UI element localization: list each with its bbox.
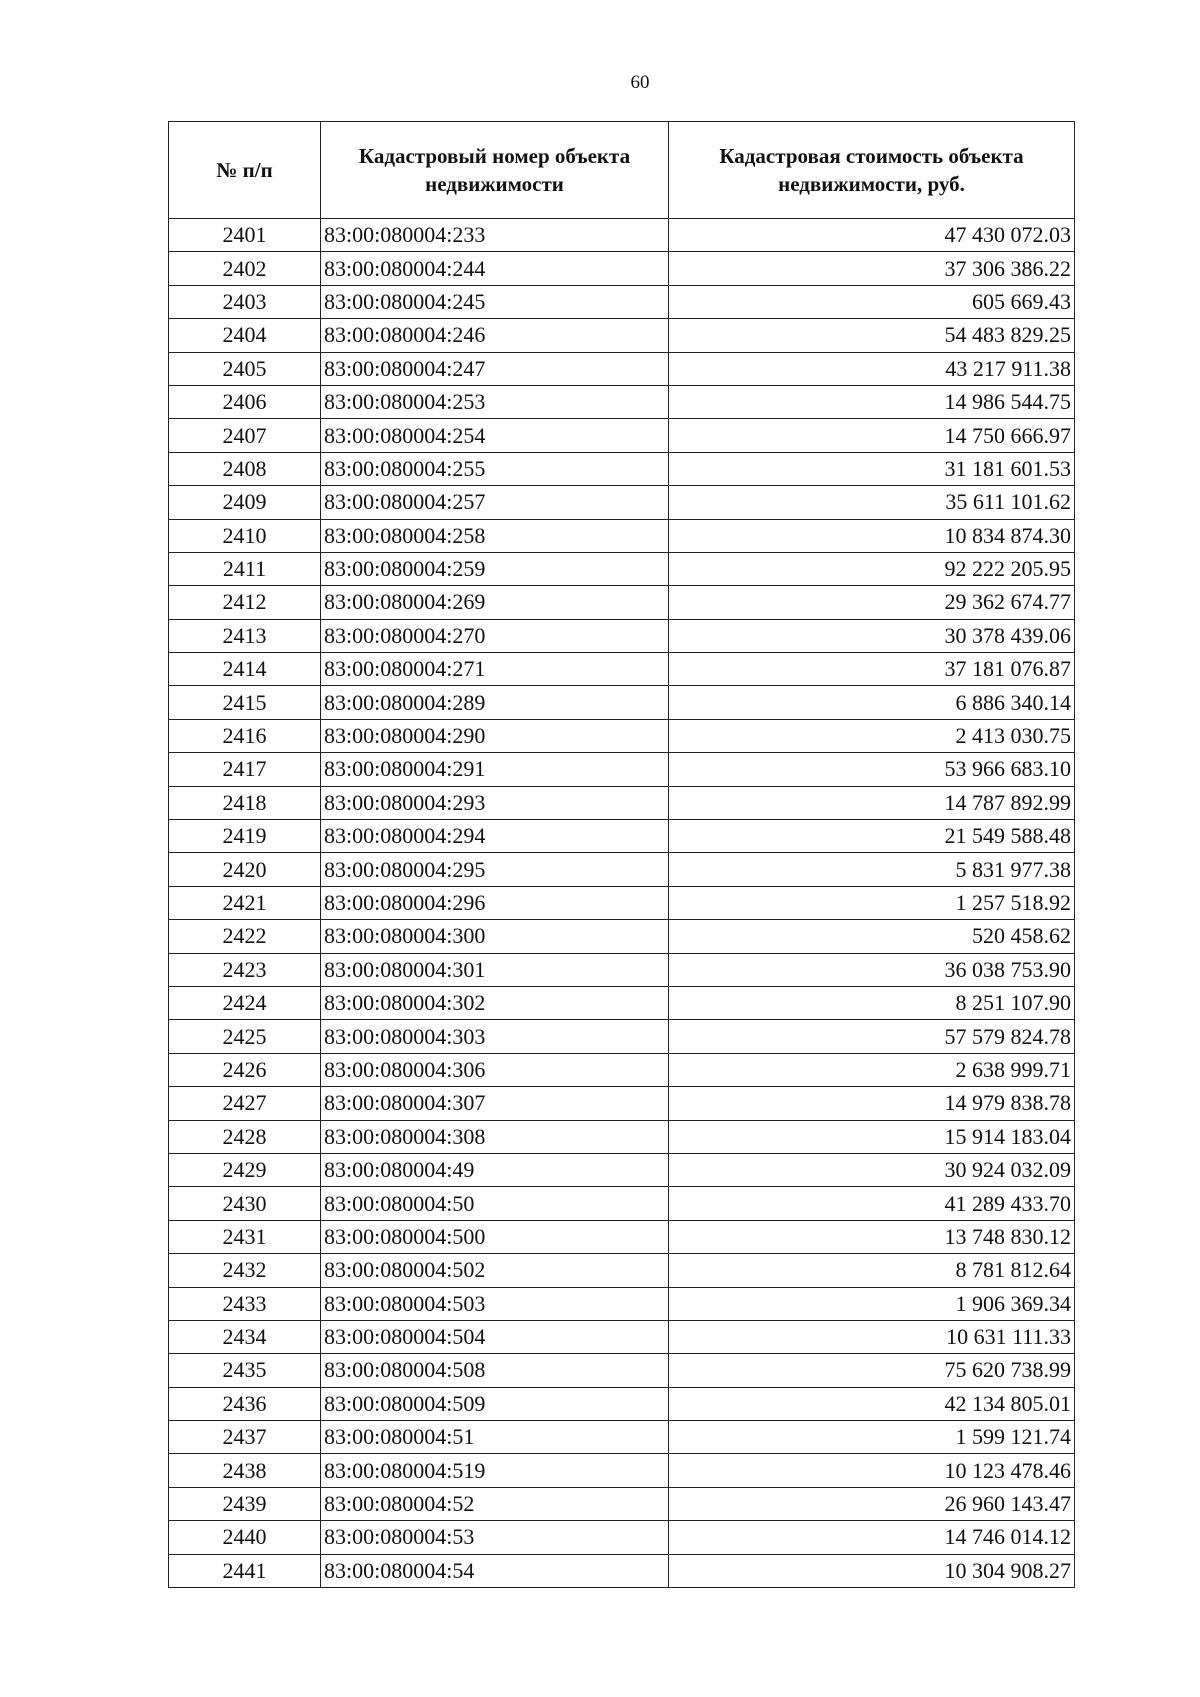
cadastral-value: 26 960 143.47: [669, 1487, 1075, 1520]
cadastral-value: 41 289 433.70: [669, 1187, 1075, 1220]
row-number: 2407: [169, 419, 321, 452]
cadastral-number: 83:00:080004:296: [321, 886, 669, 919]
cadastral-number: 83:00:080004:259: [321, 552, 669, 585]
header-row-number: № п/п: [169, 122, 321, 219]
cadastral-value: 54 483 829.25: [669, 319, 1075, 352]
cadastral-number: 83:00:080004:293: [321, 786, 669, 819]
table-row: [169, 1053, 1075, 1086]
table-row: [169, 219, 1075, 252]
table-row: [169, 419, 1075, 452]
row-number: 2408: [169, 452, 321, 485]
row-number: 2438: [169, 1454, 321, 1487]
cadastral-number: 83:00:080004:301: [321, 953, 669, 986]
row-number: 2441: [169, 1554, 321, 1587]
cadastral-value: 1 906 369.34: [669, 1287, 1075, 1320]
table-row: [169, 385, 1075, 418]
cadastral-number: 83:00:080004:255: [321, 452, 669, 485]
table-row: [169, 352, 1075, 385]
table-row: [169, 519, 1075, 552]
cadastral-number: 83:00:080004:246: [321, 319, 669, 352]
cadastral-value: 10 123 478.46: [669, 1454, 1075, 1487]
cadastral-value: 43 217 911.38: [669, 352, 1075, 385]
row-number: 2411: [169, 552, 321, 585]
row-number: 2439: [169, 1487, 321, 1520]
row-number: 2416: [169, 719, 321, 752]
table-row: [169, 986, 1075, 1019]
table-row: [169, 753, 1075, 786]
row-number: 2403: [169, 285, 321, 318]
cadastral-value: 37 181 076.87: [669, 653, 1075, 686]
cadastral-value: 53 966 683.10: [669, 753, 1075, 786]
row-number: 2431: [169, 1220, 321, 1253]
cadastral-value: 29 362 674.77: [669, 586, 1075, 619]
cadastral-number: 83:00:080004:51: [321, 1421, 669, 1454]
row-number: 2437: [169, 1421, 321, 1454]
cadastral-value: 42 134 805.01: [669, 1387, 1075, 1420]
cadastral-value: 15 914 183.04: [669, 1120, 1075, 1153]
row-number: 2413: [169, 619, 321, 652]
table-row: [169, 452, 1075, 485]
cadastral-value: 36 038 753.90: [669, 953, 1075, 986]
cadastral-value: 35 611 101.62: [669, 486, 1075, 519]
cadastral-value: 47 430 072.03: [669, 219, 1075, 252]
table-row: [169, 619, 1075, 652]
row-number: 2435: [169, 1354, 321, 1387]
table-row: [169, 1220, 1075, 1253]
cadastral-number: 83:00:080004:294: [321, 820, 669, 853]
row-number: 2404: [169, 319, 321, 352]
page-number: 60: [630, 72, 650, 93]
table-row: [169, 552, 1075, 585]
table-row: [169, 786, 1075, 819]
table-row: [169, 653, 1075, 686]
row-number: 2434: [169, 1320, 321, 1353]
cadastral-number: 83:00:080004:244: [321, 252, 669, 285]
cadastral-number: 83:00:080004:303: [321, 1020, 669, 1053]
row-number: 2436: [169, 1387, 321, 1420]
cadastral-number: 83:00:080004:302: [321, 986, 669, 1019]
table-row: [169, 1454, 1075, 1487]
cadastral-value: 14 986 544.75: [669, 385, 1075, 418]
cadastral-number: 83:00:080004:289: [321, 686, 669, 719]
cadastral-value: 30 924 032.09: [669, 1153, 1075, 1186]
cadastral-number: 83:00:080004:502: [321, 1254, 669, 1287]
cadastral-number: 83:00:080004:54: [321, 1554, 669, 1587]
cadastral-value: 14 979 838.78: [669, 1087, 1075, 1120]
cadastral-value: 10 304 908.27: [669, 1554, 1075, 1587]
cadastral-value: 5 831 977.38: [669, 853, 1075, 886]
cadastral-value: 2 638 999.71: [669, 1053, 1075, 1086]
table-row: [169, 1487, 1075, 1520]
row-number: 2425: [169, 1020, 321, 1053]
header-cadastral-value: Кадастровая стоимость объекта недвижимости, руб.: [669, 122, 1075, 219]
table-row: [169, 1020, 1075, 1053]
cadastral-value: 2 413 030.75: [669, 719, 1075, 752]
table-row: [169, 1254, 1075, 1287]
cadastral-value: 520 458.62: [669, 920, 1075, 953]
row-number: 2418: [169, 786, 321, 819]
cadastral-value: 8 251 107.90: [669, 986, 1075, 1019]
row-number: 2410: [169, 519, 321, 552]
cadastral-value: 10 834 874.30: [669, 519, 1075, 552]
table-row: [169, 252, 1075, 285]
cadastral-value: 31 181 601.53: [669, 452, 1075, 485]
cadastral-number: 83:00:080004:271: [321, 653, 669, 686]
cadastral-number: 83:00:080004:509: [321, 1387, 669, 1420]
row-number: 2433: [169, 1287, 321, 1320]
row-number: 2427: [169, 1087, 321, 1120]
cadastral-value-table: [168, 121, 1075, 1588]
table-row: [169, 1554, 1075, 1587]
cadastral-number: 83:00:080004:257: [321, 486, 669, 519]
cadastral-number: 83:00:080004:290: [321, 719, 669, 752]
row-number: 2419: [169, 820, 321, 853]
cadastral-number: 83:00:080004:245: [321, 285, 669, 318]
row-number: 2430: [169, 1187, 321, 1220]
cadastral-number: 83:00:080004:500: [321, 1220, 669, 1253]
cadastral-number: 83:00:080004:258: [321, 519, 669, 552]
row-number: 2409: [169, 486, 321, 519]
row-number: 2415: [169, 686, 321, 719]
cadastral-number: 83:00:080004:53: [321, 1521, 669, 1554]
table-row: [169, 1354, 1075, 1387]
cadastral-value: 30 378 439.06: [669, 619, 1075, 652]
cadastral-number: 83:00:080004:270: [321, 619, 669, 652]
cadastral-value: 10 631 111.33: [669, 1320, 1075, 1353]
table-row: [169, 1187, 1075, 1220]
row-number: 2417: [169, 753, 321, 786]
cadastral-value: 14 746 014.12: [669, 1521, 1075, 1554]
table-row: [169, 1287, 1075, 1320]
cadastral-value: 92 222 205.95: [669, 552, 1075, 585]
cadastral-number: 83:00:080004:300: [321, 920, 669, 953]
table-row: [169, 719, 1075, 752]
row-number: 2440: [169, 1521, 321, 1554]
row-number: 2423: [169, 953, 321, 986]
cadastral-number: 83:00:080004:49: [321, 1153, 669, 1186]
table-row: [169, 1421, 1075, 1454]
cadastral-value: 75 620 738.99: [669, 1354, 1075, 1387]
row-number: 2402: [169, 252, 321, 285]
table-row: [169, 953, 1075, 986]
cadastral-number: 83:00:080004:291: [321, 753, 669, 786]
cadastral-value: 37 306 386.22: [669, 252, 1075, 285]
table-row: [169, 1087, 1075, 1120]
row-number: 2421: [169, 886, 321, 919]
table-row: [169, 319, 1075, 352]
table-row: [169, 920, 1075, 953]
table-header-row: [169, 122, 1075, 219]
cadastral-number: 83:00:080004:52: [321, 1487, 669, 1520]
cadastral-number: 83:00:080004:306: [321, 1053, 669, 1086]
row-number: 2405: [169, 352, 321, 385]
cadastral-value: 14 750 666.97: [669, 419, 1075, 452]
row-number: 2426: [169, 1053, 321, 1086]
table-row: [169, 486, 1075, 519]
table-row: [169, 1521, 1075, 1554]
cadastral-value: 1 257 518.92: [669, 886, 1075, 919]
cadastral-number: 83:00:080004:307: [321, 1087, 669, 1120]
cadastral-value: 6 886 340.14: [669, 686, 1075, 719]
table-row: [169, 1387, 1075, 1420]
cadastral-value: 1 599 121.74: [669, 1421, 1075, 1454]
table-row: [169, 1153, 1075, 1186]
header-cadastral-number: Кадастровый номер объекта недвижимости: [321, 122, 669, 219]
table-body: [169, 219, 1075, 1588]
table-row: [169, 886, 1075, 919]
cadastral-number: 83:00:080004:254: [321, 419, 669, 452]
cadastral-number: 83:00:080004:247: [321, 352, 669, 385]
table-row: [169, 1320, 1075, 1353]
cadastral-value: 14 787 892.99: [669, 786, 1075, 819]
cadastral-number: 83:00:080004:269: [321, 586, 669, 619]
row-number: 2422: [169, 920, 321, 953]
table-row: [169, 1120, 1075, 1153]
row-number: 2429: [169, 1153, 321, 1186]
cadastral-value: 21 549 588.48: [669, 820, 1075, 853]
table-row: [169, 853, 1075, 886]
cadastral-number: 83:00:080004:233: [321, 219, 669, 252]
table-row: [169, 285, 1075, 318]
row-number: 2432: [169, 1254, 321, 1287]
cadastral-number: 83:00:080004:308: [321, 1120, 669, 1153]
row-number: 2414: [169, 653, 321, 686]
row-number: 2420: [169, 853, 321, 886]
cadastral-number: 83:00:080004:508: [321, 1354, 669, 1387]
row-number: 2428: [169, 1120, 321, 1153]
cadastral-value: 8 781 812.64: [669, 1254, 1075, 1287]
cadastral-value: 57 579 824.78: [669, 1020, 1075, 1053]
row-number: 2424: [169, 986, 321, 1019]
cadastral-number: 83:00:080004:519: [321, 1454, 669, 1487]
table-row: [169, 686, 1075, 719]
cadastral-value: 605 669.43: [669, 285, 1075, 318]
cadastral-number: 83:00:080004:50: [321, 1187, 669, 1220]
table-row: [169, 586, 1075, 619]
cadastral-number: 83:00:080004:503: [321, 1287, 669, 1320]
row-number: 2401: [169, 219, 321, 252]
cadastral-number: 83:00:080004:504: [321, 1320, 669, 1353]
table-row: [169, 820, 1075, 853]
cadastral-number: 83:00:080004:253: [321, 385, 669, 418]
row-number: 2412: [169, 586, 321, 619]
row-number: 2406: [169, 385, 321, 418]
cadastral-value: 13 748 830.12: [669, 1220, 1075, 1253]
cadastral-number: 83:00:080004:295: [321, 853, 669, 886]
